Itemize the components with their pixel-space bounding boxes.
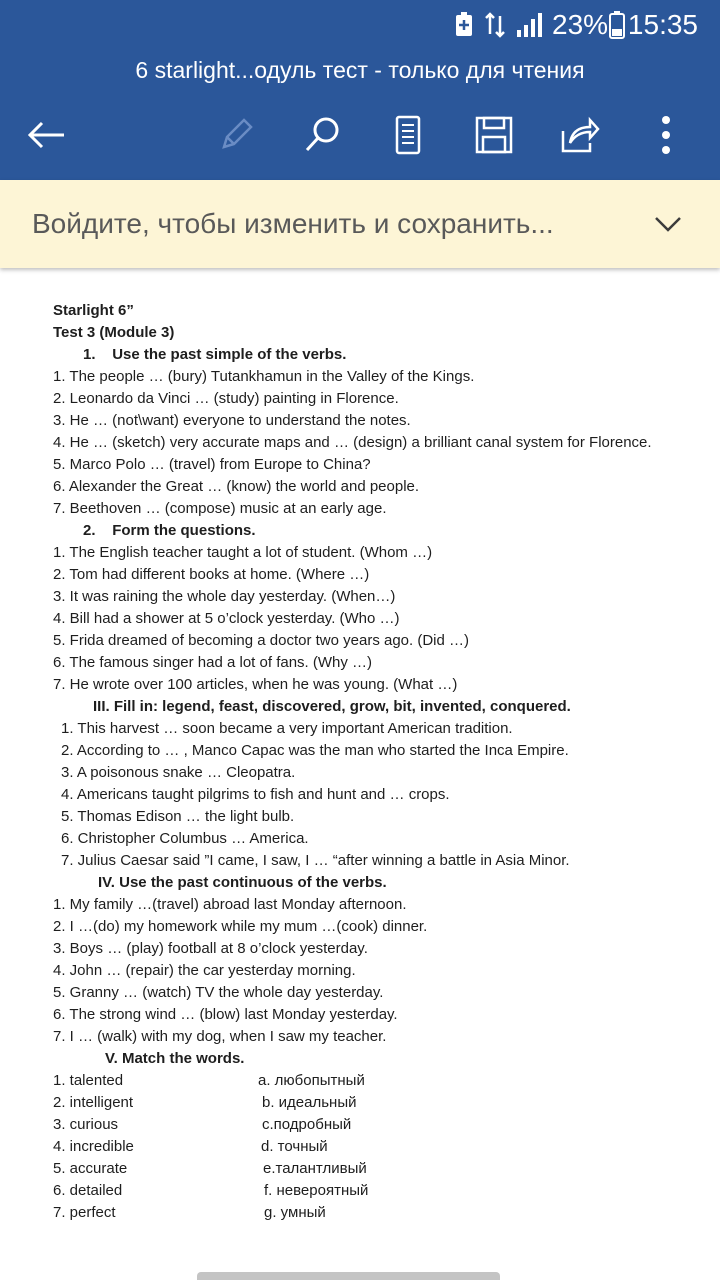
list-item: 6. The famous singer had a lot of fans. (Why …) xyxy=(53,654,373,671)
section-2-heading xyxy=(53,520,713,542)
search-button[interactable] xyxy=(294,107,350,163)
status-icons xyxy=(454,10,542,40)
search-icon xyxy=(302,115,342,155)
match-word: 7. perfect xyxy=(53,1204,116,1221)
list-item: 5. Granny … (watch) TV the whole day yesterday. xyxy=(53,984,384,1001)
horizontal-scrollbar[interactable] xyxy=(197,1272,500,1280)
list-item: 7. Julius Caesar said ”I came, I saw, I … “after winning a battle in Asia Minor. xyxy=(61,852,570,869)
match-translation: b. идеальный xyxy=(262,1094,357,1111)
list-item: 1. The people … (bury) Tutankhamun in the Valley of the Kings. xyxy=(53,368,475,385)
section-heading-text: Use the past simple of the verbs. xyxy=(112,346,347,363)
match-translation: f. невероятный xyxy=(264,1182,369,1199)
list-item: 4. John … (repair) the car yesterday morning. xyxy=(53,962,356,979)
list-item: 2. Leonardo da Vinci … (study) painting in Florence. xyxy=(53,390,399,407)
match-translation: c.подробный xyxy=(262,1116,352,1133)
match-translation: g. умный xyxy=(264,1204,326,1221)
list-item: 2. Tom had different books at home. (Where …) xyxy=(53,566,370,583)
list-item: 6. Alexander the Great … (know) the world and people. xyxy=(53,478,420,495)
list-item: 6. The strong wind … (blow) last Monday yesterday. xyxy=(53,1006,398,1023)
signal-icon xyxy=(516,12,542,38)
match-word: 4. incredible xyxy=(53,1138,134,1155)
match-row xyxy=(53,1114,713,1136)
list-item: 2. According to … , Manco Capac was the man who started the Inca Empire. xyxy=(61,742,569,759)
section-heading-text: Form the questions. xyxy=(112,522,256,539)
section-5-heading: V. Match the words. xyxy=(105,1050,245,1067)
section-number: 1. xyxy=(83,346,96,363)
battery-percent: 23% xyxy=(552,9,609,40)
back-arrow-icon xyxy=(26,120,66,150)
list-item: 7. I … (walk) with my dog, when I saw my teacher. xyxy=(53,1028,387,1045)
list-item: 3. He … (not\want) everyone to understand the notes. xyxy=(53,412,411,429)
more-options-icon xyxy=(661,115,671,155)
document-body xyxy=(53,300,713,1224)
save-icon xyxy=(474,115,514,155)
share-icon xyxy=(560,115,600,155)
list-item: 4. Americans taught pilgrims to fish and hunt and … crops. xyxy=(61,786,450,803)
list-item: 2. I …(do) my homework while my mum …(cook) dinner. xyxy=(53,918,428,935)
document-title: 6 starlight...одуль тест - только для чтения xyxy=(0,50,720,90)
list-item: 4. He … (sketch) very accurate maps and … (design) a brilliant canal system for Florence. xyxy=(53,434,652,451)
doc-title: Starlight 6” xyxy=(53,302,134,319)
mobile-view-button[interactable] xyxy=(380,107,436,163)
clock: 15:35 xyxy=(627,9,698,40)
match-row xyxy=(53,1092,713,1114)
match-word: 6. detailed xyxy=(53,1182,123,1199)
list-item: 5. Frida dreamed of becoming a doctor two years ago. (Did …) xyxy=(53,632,470,649)
match-word: 3. curious xyxy=(53,1116,119,1133)
status-bar xyxy=(0,0,720,50)
list-item: 7. He wrote over 100 articles, when he was young. (What …) xyxy=(53,676,458,693)
edit-button[interactable] xyxy=(208,107,264,163)
battery-icon xyxy=(609,11,625,39)
list-item: 7. Beethoven … (compose) music at an early age. xyxy=(53,500,387,517)
match-row xyxy=(53,1070,713,1092)
back-button[interactable] xyxy=(18,107,74,163)
match-row xyxy=(53,1180,713,1202)
signin-banner[interactable] xyxy=(0,180,720,268)
list-item: 1. The English teacher taught a lot of student. (Whom …) xyxy=(53,544,433,561)
match-row xyxy=(53,1158,713,1180)
battery-saver-icon xyxy=(454,12,474,38)
list-item: 5. Thomas Edison … the light bulb. xyxy=(61,808,295,825)
edit-pencil-icon xyxy=(216,115,256,155)
section-1-heading xyxy=(53,344,713,366)
list-item: 3. A poisonous snake … Cleopatra. xyxy=(61,764,296,781)
banner-text[interactable]: Войдите, чтобы изменить и сохранить... xyxy=(32,208,554,239)
doc-subtitle: Test 3 (Module 3) xyxy=(53,324,175,341)
match-translation: d. точный xyxy=(261,1138,328,1155)
list-item: 1. My family …(travel) abroad last Monday afternoon. xyxy=(53,896,407,913)
match-row xyxy=(53,1136,713,1158)
save-button[interactable] xyxy=(466,107,522,163)
match-row xyxy=(53,1202,713,1224)
section-3-heading: III. Fill in: legend, feast, discovered, grow, bit, invented, conquered. xyxy=(93,698,571,715)
list-item: 4. Bill had a shower at 5 o’clock yesterday. (Who …) xyxy=(53,610,400,627)
list-item: 6. Christopher Columbus … America. xyxy=(61,830,309,847)
section-4-heading: IV. Use the past continuous of the verbs. xyxy=(98,874,387,891)
chevron-down-icon[interactable] xyxy=(648,204,688,244)
match-word: 2. intelligent xyxy=(53,1094,134,1111)
match-word: 1. talented xyxy=(53,1072,124,1089)
toolbar xyxy=(0,90,720,180)
list-item: 3. It was raining the whole day yesterday. (When…) xyxy=(53,588,396,605)
share-button[interactable] xyxy=(552,107,608,163)
more-options-button[interactable] xyxy=(638,107,694,163)
list-item: 5. Marco Polo … (travel) from Europe to China? xyxy=(53,456,371,473)
match-translation: e.талантливый xyxy=(263,1160,367,1177)
list-item: 3. Boys … (play) football at 8 o’clock yesterday. xyxy=(53,940,368,957)
match-word: 5. accurate xyxy=(53,1160,128,1177)
mobile-view-icon xyxy=(393,115,423,155)
data-arrows-icon xyxy=(484,12,506,38)
list-item: 1. This harvest … soon became a very important American tradition. xyxy=(61,720,513,737)
match-translation: a. любопытный xyxy=(258,1072,365,1089)
section-number: 2. xyxy=(83,522,96,539)
